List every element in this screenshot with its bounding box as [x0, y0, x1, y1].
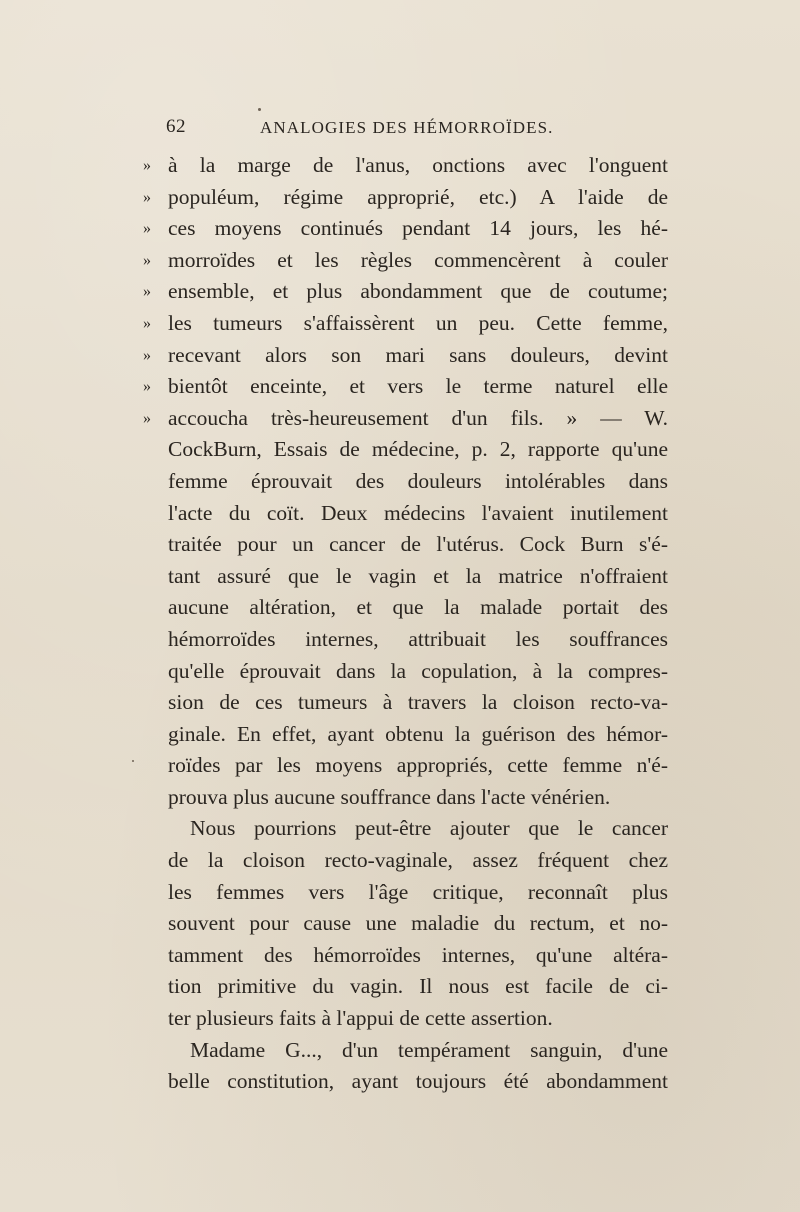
text-line [143, 340, 668, 372]
ink-speck [258, 108, 261, 111]
line-text: populéum, régime approprié, etc.) A l'aide de [168, 184, 668, 209]
text-line [143, 245, 668, 277]
text-line: tamment des hémorroïdes internes, qu'une altéra- [168, 942, 668, 967]
ink-speck [132, 760, 134, 762]
quote-mark: » [143, 378, 151, 396]
text-line: CockBurn, Essais de médecine, p. 2, rapporte qu'une [168, 437, 668, 462]
text-line: prouva plus aucune souffrance dans l'acte vénérien. [168, 784, 611, 809]
line-text: recevant alors son mari sans douleurs, devint [168, 342, 668, 367]
text-line: les femmes vers l'âge critique, reconnaît plus [168, 879, 668, 904]
text-line: sion de ces tumeurs à travers la cloison recto-va- [168, 690, 668, 715]
text-line [143, 213, 668, 245]
text-line: Madame G..., d'un tempérament sanguin, d'une [190, 1037, 668, 1062]
quote-mark: » [143, 346, 151, 364]
page-number: 62 [166, 116, 186, 137]
line-text: ces moyens continués pendant 14 jours, les hé- [168, 216, 668, 241]
text-line: hémorroïdes internes, attribuait les souffrances [168, 626, 668, 651]
running-title: ANALOGIES DES HÉMORROÏDES. [260, 118, 554, 137]
text-line: l'acte du coït. Deux médecins l'avaient inutilement [168, 500, 668, 525]
text-line [143, 371, 668, 403]
text-line [143, 403, 668, 435]
text-line [143, 276, 668, 308]
quote-mark: » [143, 157, 151, 174]
text-line: Nous pourrions peut-être ajouter que le cancer [190, 816, 668, 841]
text-line: tant assuré que le vagin et la matrice n'offraient [168, 563, 668, 588]
quote-mark: » [143, 283, 151, 301]
line-text: les tumeurs s'affaissèrent un peu. Cette femme, [168, 310, 668, 335]
text-line [143, 150, 668, 182]
text-line: aucune altération, et que la malade portait des [168, 595, 668, 620]
text-line: qu'elle éprouvait dans la copulation, à la compres- [168, 658, 668, 683]
line-text: à la marge de l'anus, onctions avec l'onguent [168, 153, 668, 177]
text-line: tion primitive du vagin. Il nous est facile de ci- [168, 974, 668, 999]
text-line: roïdes par les moyens appropriés, cette femme n'é- [168, 753, 668, 778]
text-line: traitée pour un cancer de l'utérus. Cock Burn s'é- [168, 532, 668, 557]
page-header [166, 116, 626, 142]
text-line: de la cloison recto-vaginale, assez fréquent chez [168, 848, 668, 873]
text-line [143, 308, 668, 340]
line-text: ensemble, et plus abondamment que de coutume; [168, 279, 668, 304]
quote-mark: » [143, 251, 151, 269]
line-text: morroïdes et les règles commencèrent à couler [168, 247, 668, 272]
quote-mark: » [143, 220, 151, 238]
quote-mark: » [143, 409, 151, 427]
text-line [143, 182, 668, 214]
text-line: belle constitution, ayant toujours été abondamment [168, 1069, 668, 1094]
quote-mark: » [143, 188, 151, 206]
text-line: ginale. En effet, ayant obtenu la guérison des hémor- [168, 721, 668, 746]
line-text: bientôt enceinte, et vers le terme naturel elle [168, 374, 668, 399]
text-line: ter plusieurs faits à l'appui de cette assertion. [168, 1006, 553, 1031]
body-text [143, 150, 668, 1098]
line-text: accoucha très-heureusement d'un fils. » — W. [168, 405, 668, 430]
text-line: femme éprouvait des douleurs intolérables dans [168, 468, 668, 493]
text-line: souvent pour cause une maladie du rectum, et no- [168, 911, 668, 936]
quote-mark: » [143, 314, 151, 332]
